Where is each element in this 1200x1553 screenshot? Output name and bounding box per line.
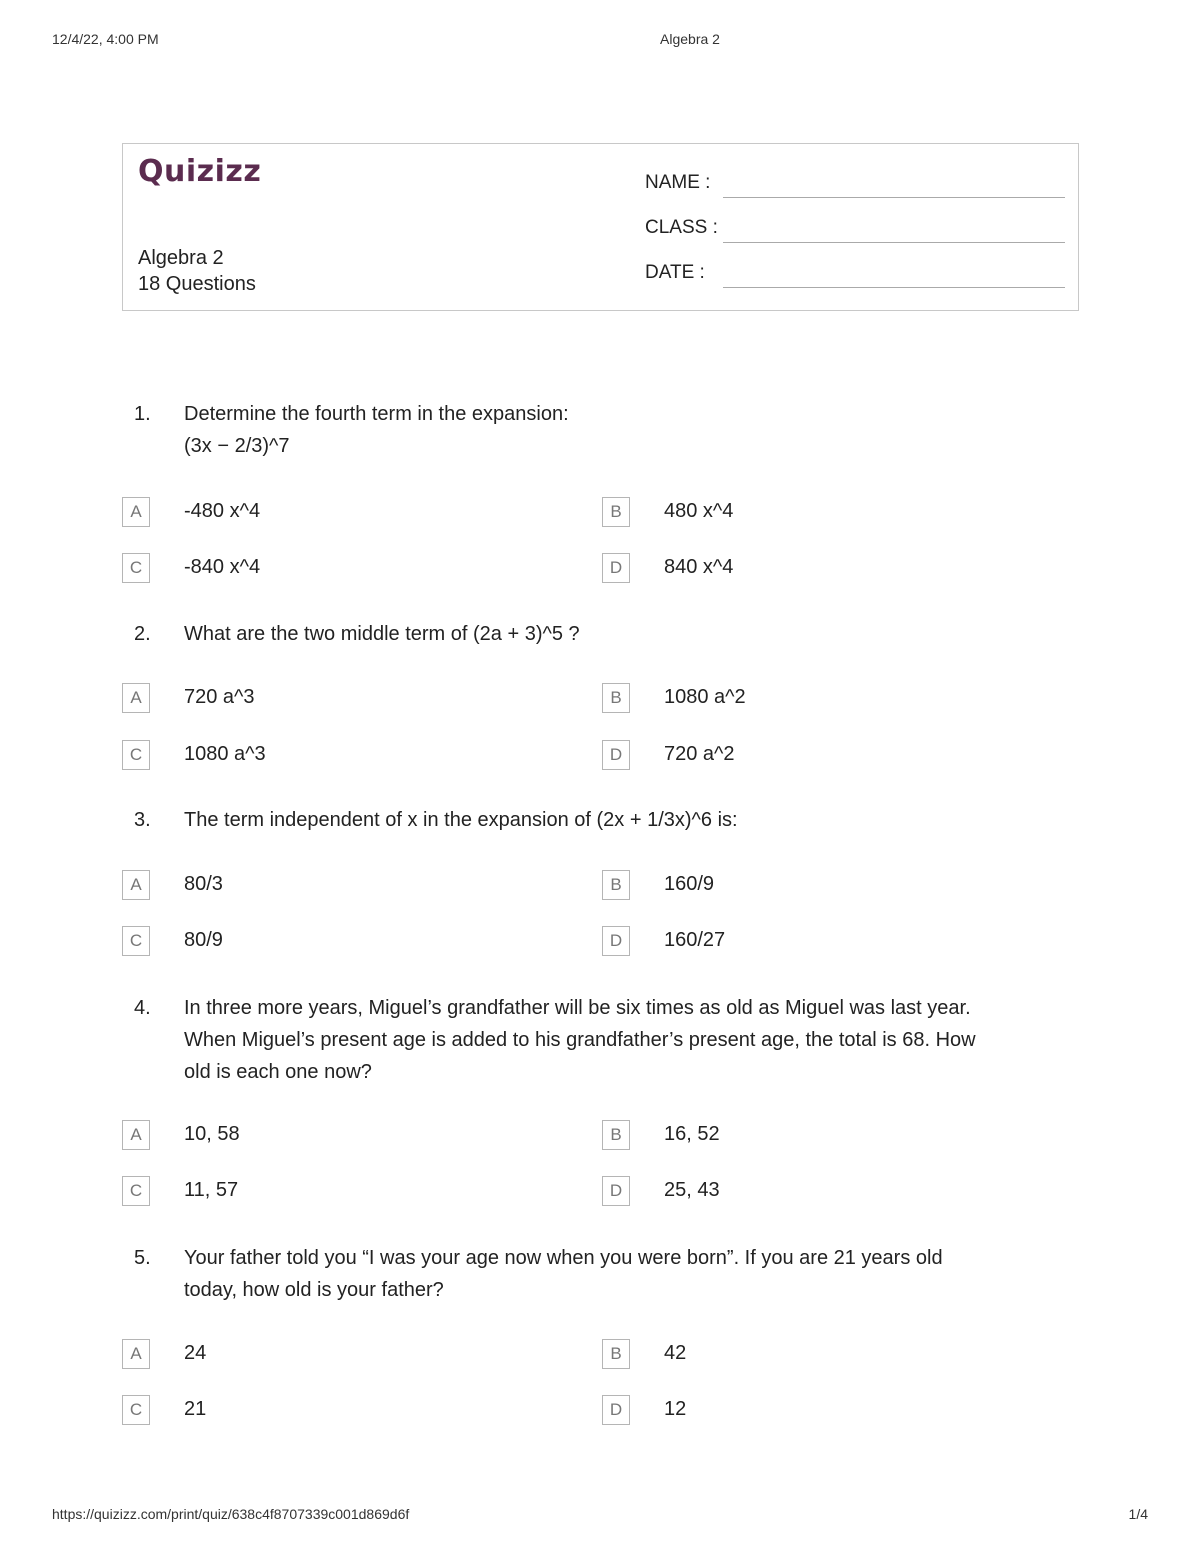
question-line: What are the two middle term of (2a + 3)^5 ? (184, 623, 580, 645)
option-letter-b: B (602, 683, 630, 713)
option-letter-c: C (122, 740, 150, 770)
print-title: Algebra 2 (660, 31, 720, 47)
class-label: CLASS : (645, 217, 718, 238)
question-text (184, 618, 1064, 650)
question-line: Your father told you “I was your age now when you were born”. If you are 21 years old (184, 1247, 943, 1269)
option-letter-d: D (602, 1395, 630, 1425)
question-text (184, 398, 1064, 462)
option-letter-c: C (122, 1176, 150, 1206)
class-field (645, 213, 1065, 243)
option-letter-b: B (602, 497, 630, 527)
quiz-title: Algebra 2 (138, 247, 224, 269)
question-number: 5. (134, 1247, 151, 1269)
question-number: 2. (134, 623, 151, 645)
question-number: 3. (134, 809, 151, 831)
option-letter-d: D (602, 553, 630, 583)
question-line: When Miguel’s present age is added to his grandfather’s present age, the total is 68. How (184, 1029, 976, 1051)
name-label: NAME : (645, 172, 711, 193)
option-letter-d: D (602, 740, 630, 770)
option-value: 1080 a^2 (664, 686, 746, 708)
option-value: 480 x^4 (664, 500, 734, 522)
print-url: https://quizizz.com/print/quiz/638c4f8707339c001d869d6f (52, 1506, 410, 1522)
question-line: today, how old is your father? (184, 1279, 444, 1301)
question-line: Determine the fourth term in the expansion: (184, 403, 569, 425)
option-value: 720 a^2 (664, 743, 735, 765)
option-value: 720 a^3 (184, 686, 255, 708)
option-value: 16, 52 (664, 1123, 720, 1145)
class-line (723, 242, 1065, 243)
question-text (184, 992, 1064, 1088)
question-text (184, 1242, 1064, 1306)
question-text (184, 804, 1064, 836)
question-line: The term independent of x in the expansion of (2x + 1/3x)^6 is: (184, 809, 738, 831)
option-value: 42 (664, 1342, 687, 1364)
date-field (645, 258, 1065, 288)
option-letter-b: B (602, 1339, 630, 1369)
option-value: 160/9 (664, 873, 715, 895)
option-value: 1080 a^3 (184, 743, 266, 765)
option-letter-c: C (122, 1395, 150, 1425)
option-value: 21 (184, 1398, 207, 1420)
option-letter-d: D (602, 926, 630, 956)
name-field (645, 168, 1065, 198)
option-value: 12 (664, 1398, 687, 1420)
quizizz-logo: Quizizz (138, 154, 262, 189)
option-value: -480 x^4 (184, 500, 261, 522)
question-number: 1. (134, 403, 151, 425)
question-line: (3x − 2/3)^7 (184, 435, 290, 457)
question-line: In three more years, Miguel’s grandfather will be six times as old as Miguel was last year. (184, 997, 971, 1019)
page-number: 1/4 (1128, 1506, 1148, 1522)
quiz-header-card (122, 143, 1079, 311)
option-letter-b: B (602, 1120, 630, 1150)
option-value: 10, 58 (184, 1123, 240, 1145)
option-letter-a: A (122, 683, 150, 713)
option-value: 160/27 (664, 929, 726, 951)
option-letter-d: D (602, 1176, 630, 1206)
option-value: -840 x^4 (184, 556, 261, 578)
option-letter-c: C (122, 553, 150, 583)
option-value: 80/9 (184, 929, 223, 951)
name-line (723, 197, 1065, 198)
option-value: 840 x^4 (664, 556, 734, 578)
option-value: 80/3 (184, 873, 223, 895)
print-datetime: 12/4/22, 4:00 PM (52, 31, 159, 47)
option-value: 25, 43 (664, 1179, 720, 1201)
option-letter-c: C (122, 926, 150, 956)
option-value: 24 (184, 1342, 207, 1364)
option-letter-a: A (122, 1120, 150, 1150)
date-line (723, 287, 1065, 288)
date-label: DATE : (645, 262, 705, 283)
question-count: 18 Questions (138, 273, 256, 295)
question-line: old is each one now? (184, 1061, 372, 1083)
option-letter-a: A (122, 497, 150, 527)
option-letter-a: A (122, 870, 150, 900)
option-value: 11, 57 (184, 1179, 239, 1201)
option-letter-a: A (122, 1339, 150, 1369)
question-number: 4. (134, 997, 151, 1019)
option-letter-b: B (602, 870, 630, 900)
